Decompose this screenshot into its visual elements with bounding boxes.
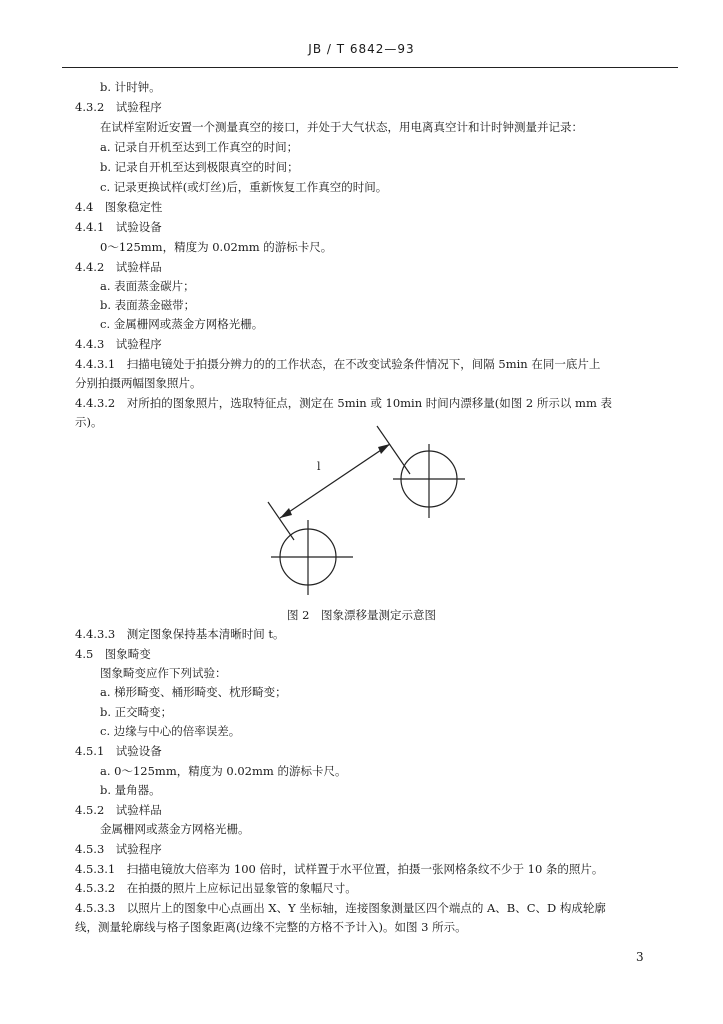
section-heading-4-4: 4.4 图象稳定性 xyxy=(75,200,163,214)
drift-dimension-line xyxy=(280,444,390,518)
header-rule xyxy=(62,67,678,68)
text-line-3: 在试样室附近安置一个测量真空的接口，并处于大气状态，用电离真空计和计时钟测量并记录： xyxy=(100,120,583,134)
text-line-33: 4.5.3.3 以照片上的图象中心点画出 X、Y 坐标轴，连接图象测量区四个端点的 A、B、C、D 构成轮廓 xyxy=(75,901,606,915)
text-line-23: b. 正交畸变； xyxy=(100,705,173,719)
text-line-26: a. 0～125mm，精度为 0.02mm 的游标卡尺。 xyxy=(100,764,347,778)
text-line-1: b. 计时钟。 xyxy=(100,80,161,94)
text-line-15: 4.4.3.1 扫描电镜处于拍摄分辨力的的工作状态，在不改变试验条件情况下，间隔 5min 在同一底片上 xyxy=(75,357,601,371)
text-line-6: c. 记录更换试样(或灯丝)后，重新恢复工作真空的时间。 xyxy=(100,180,388,194)
text-line-18: 示)。 xyxy=(75,415,103,429)
section-heading-4-5-1: 4.5.1 试验设备 xyxy=(75,744,162,758)
figure-caption: 图 2 图象漂移量测定示意图 xyxy=(287,608,436,622)
text-line-19: 4.4.3.3 测定图象保持基本清晰时间 t。 xyxy=(75,627,285,641)
dimension-arrow-lower xyxy=(280,508,292,518)
section-heading-4-5-2: 4.5.2 试验样品 xyxy=(75,803,162,817)
text-line-22: a. 梯形畸变、桶形畸变、枕形畸变； xyxy=(100,685,287,699)
text-line-9: 0～125mm，精度为 0.02mm 的游标卡尺。 xyxy=(100,240,333,254)
page-number: 3 xyxy=(636,950,644,964)
section-heading-4-3-2: 4.3.2 试验程序 xyxy=(75,100,162,114)
text-line-5: b. 记录自开机至达到极限真空的时间； xyxy=(100,160,299,174)
text-line-32: 4.5.3.2 在拍摄的照片上应标记出显象管的象幅尺寸。 xyxy=(75,881,357,895)
text-line-34: 线，测量轮廓线与格子图象距离(边缘不完整的方格不予计入)。如图 3 所示。 xyxy=(75,920,467,934)
text-line-12: b. 表面蒸金磁带； xyxy=(100,298,196,312)
section-heading-4-5-3: 4.5.3 试验程序 xyxy=(75,842,162,856)
drift-measurement-figure xyxy=(255,420,485,600)
text-line-17: 4.4.3.2 对所拍的图象照片，选取特征点，测定在 5min 或 10min 时间内漂移量(如图 2 所示以 mm 表 xyxy=(75,396,613,410)
text-line-4: a. 记录自开机至达到工作真空的时间； xyxy=(100,140,299,154)
text-line-31: 4.5.3.1 扫描电镜放大倍率为 100 倍时，试样置于水平位置，拍摄一张网格条纹不少于 10 条的照片。 xyxy=(75,862,604,876)
text-line-27: b. 量角器。 xyxy=(100,783,161,797)
text-line-13: c. 金属栅网或蒸金方网格光栅。 xyxy=(100,317,264,331)
lower-extension-line xyxy=(268,502,294,540)
text-line-11: a. 表面蒸金碳片； xyxy=(100,279,195,293)
dimension-label: l xyxy=(317,460,321,473)
text-line-16: 分别拍摄两幅图象照片。 xyxy=(75,376,202,390)
text-line-24: c. 边缘与中心的倍率误差。 xyxy=(100,724,241,738)
section-heading-4-4-3: 4.4.3 试验程序 xyxy=(75,337,162,351)
section-heading-4-4-1: 4.4.1 试验设备 xyxy=(75,220,162,234)
text-line-29: 金属栅网或蒸金方网格光栅。 xyxy=(100,822,250,836)
section-heading-4-4-2: 4.4.2 试验样品 xyxy=(75,260,162,274)
document-code: JB / T 6842—93 xyxy=(308,42,415,56)
section-heading-4-5: 4.5 图象畸变 xyxy=(75,647,151,661)
text-line-21: 图象畸变应作下列试验： xyxy=(100,666,227,680)
dimension-arrow-upper xyxy=(378,444,390,454)
